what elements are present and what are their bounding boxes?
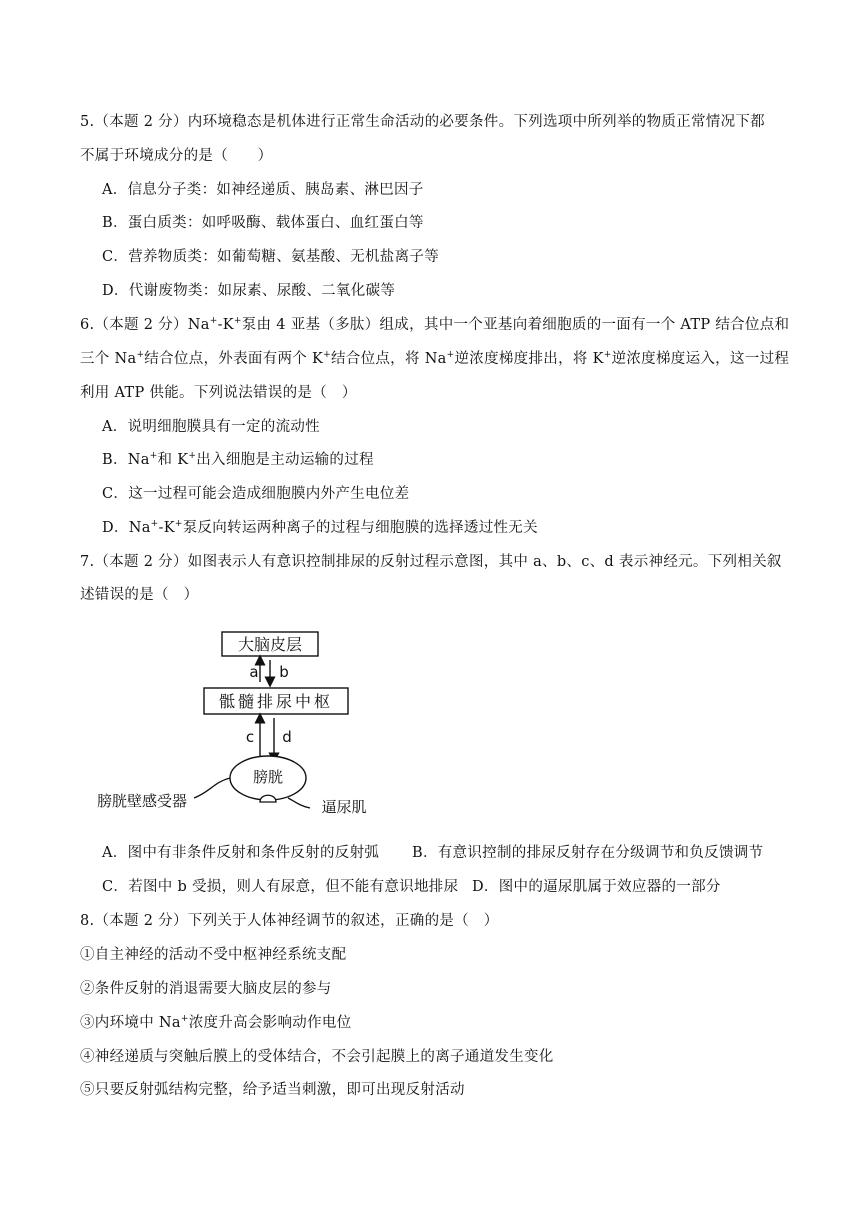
center-label: 骶髓排尿中枢: [218, 692, 334, 711]
q7-stem-line2: 述错误的是（ ）: [80, 587, 199, 603]
q8-statement-1: ①自主神经的活动不受中枢神经系统支配: [80, 947, 347, 963]
q7-option-c: C．若图中 b 受损，则人有尿意，但不能有意识地排尿: [102, 879, 459, 895]
q8-statement-3: ③内环境中 Na+浓度升高会影响动作电位: [80, 1014, 352, 1031]
label-c: c: [245, 728, 255, 746]
label-d: d: [282, 728, 292, 746]
q5-option-b: B．蛋白质类：如呼吸酶、载体蛋白、血红蛋白等: [102, 215, 424, 231]
q7-options-row1: [102, 843, 802, 863]
q7-stem-line1: 7.（本题 2 分）如图表示人有意识控制排尿的反射过程示意图，其中 a、b、c、d 表示神经元。下列相关叙: [80, 554, 782, 570]
q5-stem-line2: 不属于环境成分的是（ ）: [80, 148, 273, 164]
q6-stem-line2: 三个 Na+结合位点，外表面有两个 K+结合位点，将 Na+逆浓度梯度排出，将 K+逆浓度梯度运入，这一过程: [80, 350, 790, 367]
label-b: b: [279, 663, 289, 681]
reflex-diagram: [88, 626, 388, 818]
q7-option-a: A．图中有非条件反射和条件反射的反射弧: [102, 845, 380, 861]
q6-stem-line1: 6.（本题 2 分）Na+-K+泵由 4 亚基（多肽）组成，其中一个亚基向着细胞质的一面有一个 ATP 结合位点和: [80, 316, 790, 333]
q6-stem-line3: 利用 ATP 供能。下列说法错误的是（ ）: [80, 385, 357, 401]
cortex-label: 大脑皮层: [237, 635, 303, 654]
q6-option-c: C．这一过程可能会造成细胞膜内外产生电位差: [102, 486, 410, 502]
q8-statement-2: ②条件反射的消退需要大脑皮层的参与: [80, 981, 332, 997]
q7-option-d: D．图中的逼尿肌属于效应器的一部分: [472, 879, 721, 895]
label-a: a: [249, 663, 259, 681]
receptor-label: 膀胱壁感受器: [96, 792, 188, 810]
q5-option-c: C．营养物质类：如葡萄糖、氨基酸、无机盐离子等: [102, 249, 439, 265]
q8-statement-4: ④神经递质与突触后膜上的受体结合，不会引起膜上的离子通道发生变化: [80, 1049, 554, 1065]
q5-stem-line1: 5.（本题 2 分）内环境稳态是机体进行正常生命活动的必要条件。下列选项中所列举的物质正常情况下都: [80, 114, 765, 130]
q6-option-b: B．Na+和 K+出入细胞是主动运输的过程: [102, 451, 374, 468]
muscle-label: 逼尿肌: [321, 798, 367, 816]
q6-option-a: A．说明细胞膜具有一定的流动性: [102, 419, 320, 435]
q7-options-row2: [102, 877, 802, 897]
q5-option-d: D．代谢废物类：如尿素、尿酸、二氧化碳等: [102, 283, 396, 299]
q5-option-a: A．信息分子类：如神经递质、胰岛素、淋巴因子: [102, 182, 424, 198]
q8-statement-5: ⑤只要反射弧结构完整，给予适当刺激，即可出现反射活动: [80, 1082, 465, 1098]
bladder-label: 膀胱: [252, 768, 284, 786]
q7-option-b: B．有意识控制的排尿反射存在分级调节和负反馈调节: [412, 845, 764, 861]
q6-option-d: D．Na+-K+泵反向转运两种离子的过程与细胞膜的选择透过性无关: [102, 519, 538, 536]
q8-stem: 8.（本题 2 分）下列关于人体神经调节的叙述，正确的是（ ）: [80, 913, 499, 929]
